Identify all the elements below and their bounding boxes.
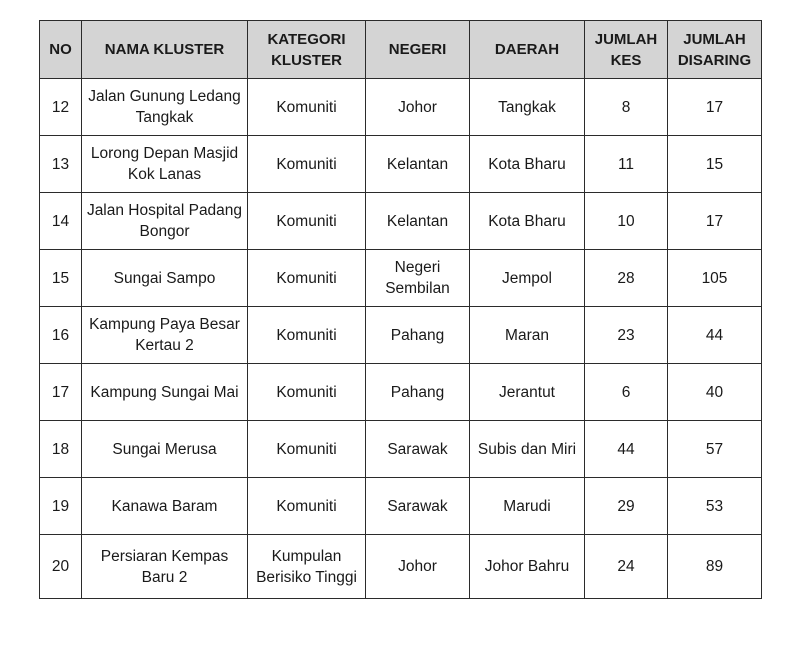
cell-nama-kluster: Jalan Hospital Padang Bongor bbox=[82, 193, 248, 250]
header-daerah: DAERAH bbox=[470, 21, 585, 79]
header-no: NO bbox=[40, 21, 82, 79]
table-row bbox=[40, 250, 762, 307]
cell-kategori: Komuniti bbox=[248, 79, 366, 136]
cell-negeri: Johor bbox=[366, 535, 470, 599]
cell-kategori: Komuniti bbox=[248, 478, 366, 535]
cell-negeri: Sarawak bbox=[366, 478, 470, 535]
cell-jumlah-kes: 28 bbox=[585, 250, 668, 307]
cell-jumlah-disaring: 105 bbox=[668, 250, 762, 307]
cell-kategori: Kumpulan Berisiko Tinggi bbox=[248, 535, 366, 599]
cell-jumlah-kes: 11 bbox=[585, 136, 668, 193]
cell-daerah: Jempol bbox=[470, 250, 585, 307]
table-row bbox=[40, 193, 762, 250]
cell-no: 16 bbox=[40, 307, 82, 364]
header-negeri: NEGERI bbox=[366, 21, 470, 79]
table-row bbox=[40, 307, 762, 364]
cell-jumlah-disaring: 44 bbox=[668, 307, 762, 364]
cell-no: 14 bbox=[40, 193, 82, 250]
cell-jumlah-disaring: 17 bbox=[668, 193, 762, 250]
cell-negeri: Negeri Sembilan bbox=[366, 250, 470, 307]
cell-nama-kluster: Sungai Sampo bbox=[82, 250, 248, 307]
cell-no: 12 bbox=[40, 79, 82, 136]
cell-daerah: Maran bbox=[470, 307, 585, 364]
cell-jumlah-kes: 24 bbox=[585, 535, 668, 599]
table-row bbox=[40, 421, 762, 478]
header-row bbox=[40, 21, 762, 79]
cell-daerah: Johor Bahru bbox=[470, 535, 585, 599]
cell-kategori: Komuniti bbox=[248, 421, 366, 478]
table-row bbox=[40, 535, 762, 599]
cell-jumlah-disaring: 40 bbox=[668, 364, 762, 421]
cell-no: 15 bbox=[40, 250, 82, 307]
cell-jumlah-kes: 44 bbox=[585, 421, 668, 478]
cell-no: 13 bbox=[40, 136, 82, 193]
table-row bbox=[40, 79, 762, 136]
cell-jumlah-kes: 10 bbox=[585, 193, 668, 250]
table-row bbox=[40, 136, 762, 193]
cell-nama-kluster: Lorong Depan Masjid Kok Lanas bbox=[82, 136, 248, 193]
cell-jumlah-kes: 6 bbox=[585, 364, 668, 421]
cell-kategori: Komuniti bbox=[248, 136, 366, 193]
cell-negeri: Johor bbox=[366, 79, 470, 136]
cell-negeri: Sarawak bbox=[366, 421, 470, 478]
cell-daerah: Kota Bharu bbox=[470, 193, 585, 250]
header-kategori-kluster: KATEGORI KLUSTER bbox=[248, 21, 366, 79]
cell-nama-kluster: Persiaran Kempas Baru 2 bbox=[82, 535, 248, 599]
cell-nama-kluster: Kanawa Baram bbox=[82, 478, 248, 535]
table-row bbox=[40, 364, 762, 421]
cell-kategori: Komuniti bbox=[248, 193, 366, 250]
cell-jumlah-kes: 29 bbox=[585, 478, 668, 535]
cell-negeri: Kelantan bbox=[366, 193, 470, 250]
cell-jumlah-disaring: 53 bbox=[668, 478, 762, 535]
cell-no: 19 bbox=[40, 478, 82, 535]
cell-jumlah-disaring: 89 bbox=[668, 535, 762, 599]
cell-jumlah-kes: 23 bbox=[585, 307, 668, 364]
cell-kategori: Komuniti bbox=[248, 307, 366, 364]
cluster-table bbox=[39, 20, 762, 599]
header-jumlah-kes: JUMLAH KES bbox=[585, 21, 668, 79]
cell-jumlah-disaring: 57 bbox=[668, 421, 762, 478]
cell-jumlah-disaring: 17 bbox=[668, 79, 762, 136]
cell-negeri: Kelantan bbox=[366, 136, 470, 193]
cell-kategori: Komuniti bbox=[248, 250, 366, 307]
header-nama-kluster: NAMA KLUSTER bbox=[82, 21, 248, 79]
cell-daerah: Subis dan Miri bbox=[470, 421, 585, 478]
cell-no: 18 bbox=[40, 421, 82, 478]
cell-kategori: Komuniti bbox=[248, 364, 366, 421]
cell-jumlah-disaring: 15 bbox=[668, 136, 762, 193]
cell-negeri: Pahang bbox=[366, 364, 470, 421]
cell-nama-kluster: Kampung Paya Besar Kertau 2 bbox=[82, 307, 248, 364]
cell-daerah: Marudi bbox=[470, 478, 585, 535]
cell-jumlah-kes: 8 bbox=[585, 79, 668, 136]
cell-daerah: Jerantut bbox=[470, 364, 585, 421]
cell-nama-kluster: Kampung Sungai Mai bbox=[82, 364, 248, 421]
cell-negeri: Pahang bbox=[366, 307, 470, 364]
cell-daerah: Tangkak bbox=[470, 79, 585, 136]
cell-nama-kluster: Sungai Merusa bbox=[82, 421, 248, 478]
table-row bbox=[40, 478, 762, 535]
header-jumlah-disaring: JUMLAH DISARING bbox=[668, 21, 762, 79]
cell-daerah: Kota Bharu bbox=[470, 136, 585, 193]
cell-nama-kluster: Jalan Gunung Ledang Tangkak bbox=[82, 79, 248, 136]
cell-no: 20 bbox=[40, 535, 82, 599]
cell-no: 17 bbox=[40, 364, 82, 421]
